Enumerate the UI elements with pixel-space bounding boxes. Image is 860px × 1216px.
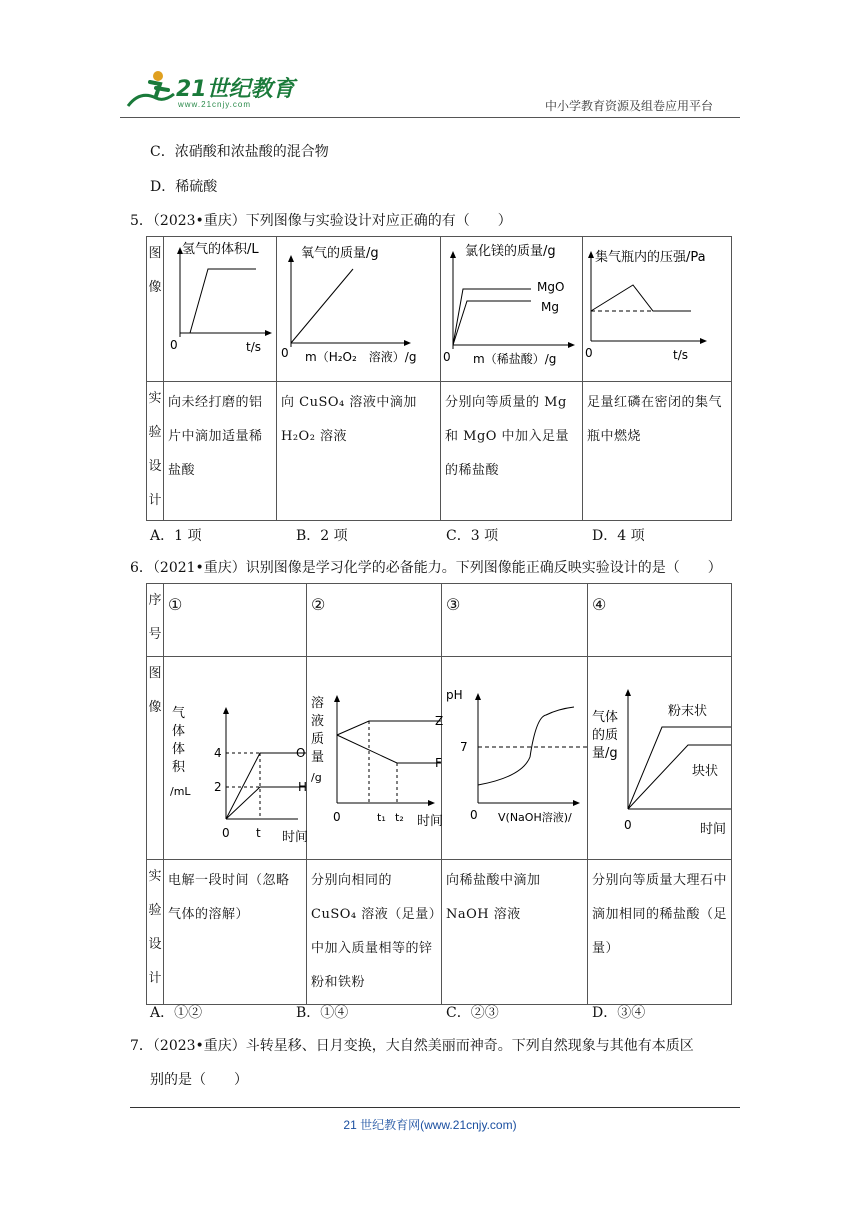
svg-text:0: 0	[222, 826, 230, 840]
svg-text:积: 积	[172, 760, 186, 775]
logo-url: www.21cnjy.com	[178, 100, 251, 109]
q6-table	[146, 583, 732, 1005]
q5-table	[146, 236, 732, 521]
svg-text:时间: 时间	[417, 814, 444, 829]
svg-text:质: 质	[311, 732, 325, 747]
q6-option-d: D．③④	[592, 1005, 646, 1021]
svg-text:Z: Z	[435, 714, 444, 728]
q5-g3-ylabel: 氯化镁的质量/g	[465, 244, 556, 259]
svg-text:7: 7	[460, 740, 468, 754]
footer-site[interactable]: 21 世纪教育网(www.21cnjy.com)	[343, 1118, 517, 1132]
q5-g1-xlabel: t/s	[246, 340, 261, 354]
q6-row-label-design: 实 验 设 计	[147, 860, 164, 1005]
q6-row-label-graph: 图 像	[147, 657, 164, 860]
q5-graph-3	[441, 237, 583, 382]
q5-option-a: A．1 项	[150, 528, 202, 544]
svg-text:V(NaOH溶液)/: V(NaOH溶液)/	[498, 811, 572, 824]
svg-text:量: 量	[311, 750, 325, 765]
logo-title: 21世纪教育	[176, 77, 295, 102]
svg-text:0: 0	[170, 338, 178, 352]
q6-option-b: B．①④	[296, 1005, 349, 1021]
svg-text:体: 体	[172, 724, 186, 739]
svg-text:H: H	[298, 780, 308, 794]
q6-row-label-no: 序 号	[147, 584, 164, 657]
svg-text:液: 液	[311, 714, 325, 729]
q6-design-4: 分别向等质量大理石中滴加相同的稀盐酸（足量）	[588, 860, 732, 1005]
svg-text:2: 2	[214, 780, 222, 794]
q6-graph-1	[164, 657, 307, 860]
q5-design-1: 向未经打磨的铝片中滴加适量稀盐酸	[164, 382, 277, 521]
svg-text:量/g: 量/g	[592, 746, 618, 761]
svg-text:气体: 气体	[592, 710, 619, 725]
q5-g4-ylabel: 集气瓶内的压强/Pa	[595, 250, 706, 265]
q7-stem-line2: 别的是（ ）	[150, 1072, 248, 1088]
header-logo	[120, 68, 300, 116]
q5-design-3: 分别向等质量的 Mg 和 MgO 中加入足量的稀盐酸	[441, 382, 583, 521]
q6-graph-3	[442, 657, 588, 860]
q6-design-3: 向稀盐酸中滴加 NaOH 溶液	[442, 860, 588, 1005]
svg-text:4: 4	[214, 746, 222, 760]
prev-option-d: D．稀硫酸	[150, 179, 218, 195]
q5-g3-line-mgo: MgO	[537, 280, 565, 294]
svg-text:0: 0	[585, 346, 593, 360]
svg-text:块状: 块状	[692, 764, 719, 779]
q5-graph-2	[277, 237, 441, 382]
svg-text:0: 0	[333, 810, 341, 824]
svg-text:溶: 溶	[311, 696, 325, 711]
svg-text:O: O	[296, 746, 306, 760]
svg-text:t₁: t₁	[377, 811, 386, 824]
q5-design-2: 向 CuSO₄ 溶液中滴加 H₂O₂ 溶液	[277, 382, 441, 521]
svg-text:0: 0	[470, 808, 478, 822]
svg-text:/g: /g	[311, 771, 322, 784]
svg-text:0: 0	[281, 346, 289, 360]
q5-graph-1	[164, 237, 277, 382]
q5-g2-ylabel: 氧气的质量/g	[301, 246, 379, 261]
q5-stem: 5．（2023•重庆）下列图像与实验设计对应正确的有（ ）	[130, 213, 512, 229]
logo-runner-icon	[120, 68, 176, 112]
q5-option-c: C．3 项	[446, 528, 499, 544]
q6-graph-4	[588, 657, 732, 860]
q5-g3-line-mg: Mg	[541, 300, 559, 314]
q6-number-4: ④	[588, 584, 732, 657]
q5-graph-4	[583, 237, 732, 382]
q6-option-a: A．①②	[150, 1005, 203, 1021]
svg-text:0: 0	[443, 350, 451, 364]
svg-text:/mL: /mL	[170, 785, 191, 798]
q6-number-3: ③	[442, 584, 588, 657]
q6-design-2: 分别向相同的 CuSO₄ 溶液（足量）中加入质量相等的锌粉和铁粉	[307, 860, 442, 1005]
q5-g4-xlabel: t/s	[673, 348, 688, 362]
q6-number-2: ②	[307, 584, 442, 657]
svg-text:pH: pH	[446, 688, 463, 702]
q5-row-label-design: 实 验 设 计	[147, 382, 164, 521]
svg-text:0: 0	[624, 818, 632, 832]
footer-rule	[130, 1107, 740, 1108]
q6-graph-2	[307, 657, 442, 860]
q5-option-b: B．2 项	[296, 528, 348, 544]
q5-g1-ylabel: 氢气的体积/L	[182, 242, 259, 257]
svg-text:粉末状: 粉末状	[668, 704, 708, 719]
header-rule	[120, 117, 740, 118]
q6-option-c: C．②③	[446, 1005, 499, 1021]
svg-text:体: 体	[172, 742, 186, 757]
svg-text:时间: 时间	[700, 822, 727, 837]
svg-text:t: t	[256, 826, 261, 840]
q5-design-4: 足量红磷在密闭的集气瓶中燃烧	[583, 382, 732, 521]
svg-text:气: 气	[172, 706, 186, 721]
prev-option-c: C．浓硝酸和浓盐酸的混合物	[150, 144, 329, 160]
q7-stem-line1: 7．（2023•重庆）斗转星移、日月变换，大自然美丽而神奇。下列自然现象与其他有本质区	[130, 1038, 694, 1054]
q6-number-1: ①	[164, 584, 307, 657]
q5-option-d: D．4 项	[592, 528, 645, 544]
svg-text:F: F	[435, 756, 442, 770]
q5-row-label-graph: 图 像	[147, 237, 164, 382]
svg-text:t₂: t₂	[395, 811, 404, 824]
header-platform-name: 中小学教育资源及组卷应用平台	[545, 99, 714, 113]
q6-design-1: 电解一段时间（忽略气体的溶解）	[164, 860, 307, 1005]
q5-g2-xlabel: m（H₂O₂ 溶液）/g	[305, 350, 417, 364]
svg-text:的质: 的质	[592, 728, 619, 743]
q5-g3-xlabel: m（稀盐酸）/g	[473, 352, 557, 366]
q6-stem: 6．（2021•重庆）识别图像是学习化学的必备能力。下列图像能正确反映实验设计的是（ ）	[130, 560, 722, 576]
svg-text:时间: 时间	[282, 830, 309, 845]
